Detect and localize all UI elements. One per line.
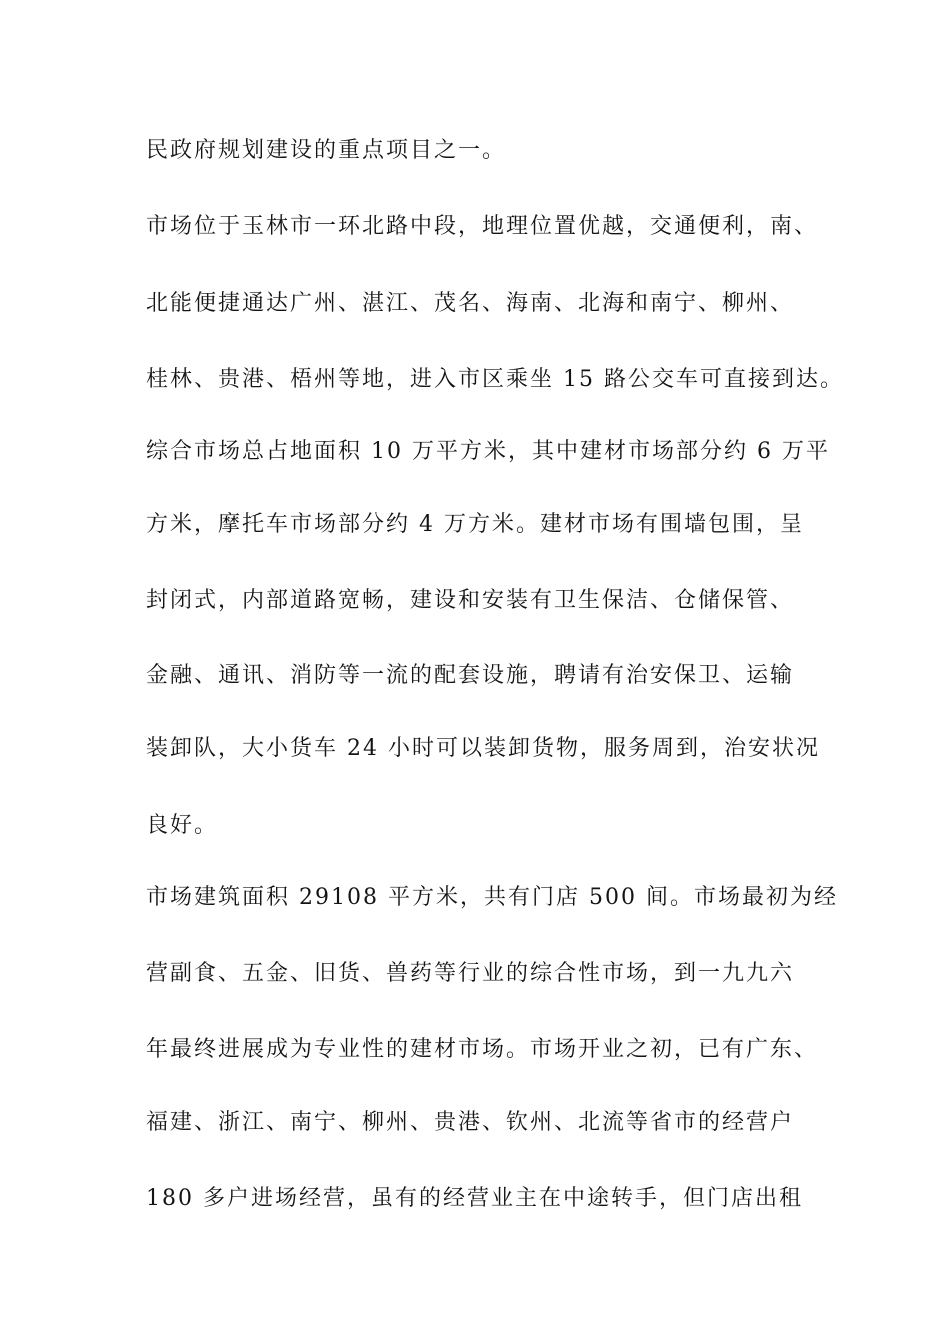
text-line: 营副食、五金、旧货、兽药等行业的综合性市场，到一九九六 [146,961,795,986]
text-line: 金融、通讯、消防等一流的配套设施，聘请有治安保卫、运输 [146,663,795,688]
text-line: 180 多户进场经营，虽有的经营业主在中途转手，但门店出租 [146,1186,803,1211]
text-line: 福建、浙江、南宁、柳州、贵港、钦州、北流等省市的经营户 [146,1110,795,1135]
text-line: 综合市场总占地面积 10 万平方米，其中建材市场部分约 6 万平 [146,439,830,464]
text-line: 良好。 [146,813,219,838]
text-line: 市场位于玉林市一环北路中段，地理位置优越，交通便利，南、 [146,214,819,239]
text-line: 年最终进展成为专业性的建材市场。市场开业之初，已有广东、 [146,1037,819,1062]
text-line: 北能便捷通达广州、湛江、茂名、海南、北海和南宁、柳州、 [146,291,795,316]
text-line: 装卸队，大小货车 24 小时可以装卸货物，服务周到，治安状况 [146,736,820,761]
text-line: 民政府规划建设的重点项目之一。 [146,138,507,163]
text-line: 方米，摩托车市场部分约 4 万方米。建材市场有围墙包围，呈 [146,512,804,537]
text-line: 市场建筑面积 29108 平方米，共有门店 500 间。市场最初为经 [146,885,838,910]
text-line: 桂林、贵港、梧州等地，进入市区乘坐 15 路公交车可直接到达。 [146,367,844,392]
text-line: 封闭式，内部道路宽畅，建设和安装有卫生保洁、仓储保管、 [146,588,795,613]
